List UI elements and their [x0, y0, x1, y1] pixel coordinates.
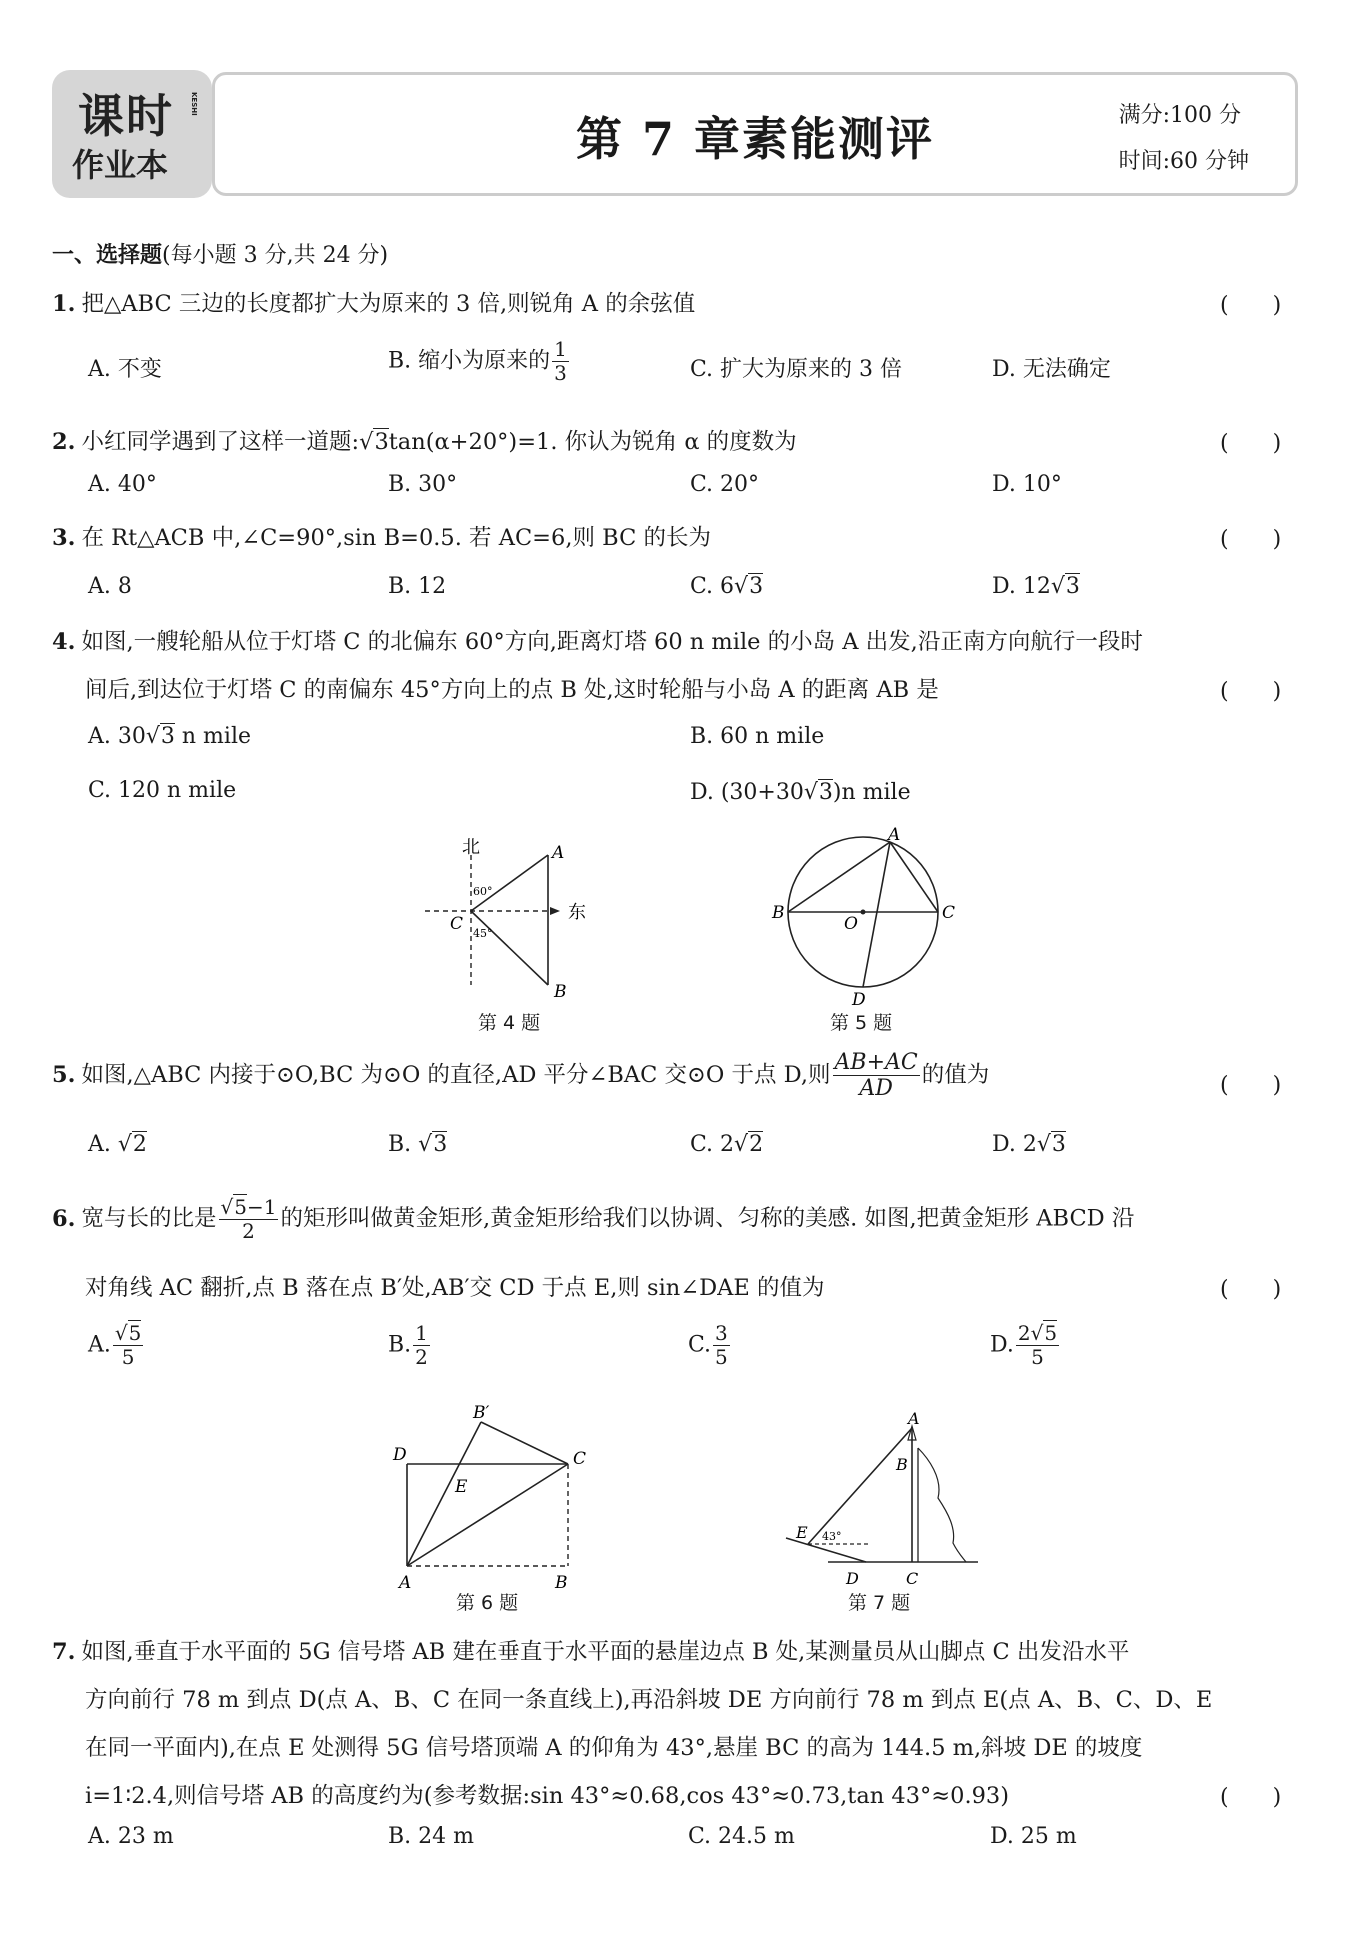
section-title [52, 238, 388, 269]
score-info [1119, 93, 1249, 185]
q3-option-b[interactable]: B. 12 [388, 574, 447, 599]
q3-c-rad: 3 [749, 574, 764, 599]
q1-option-a[interactable]: A. 不变 [88, 357, 162, 382]
fig5-label-d: D [852, 990, 866, 1010]
q5-c-text: C. 2 [690, 1132, 735, 1157]
q5-frac-den: AD [859, 1076, 893, 1102]
fig4-east-arrow [550, 907, 560, 915]
q6-text-post: 的矩形叫做黄金矩形,黄金矩形给我们以协调、匀称的美感. 如图,把黄金矩形 ABCD 沿 [280, 1205, 1135, 1232]
q5-number: 5. [52, 1061, 76, 1088]
question-6-line1 [52, 1196, 1134, 1243]
fig7-label-d: D [846, 1569, 859, 1588]
fig7-caption: 第 7 题 [848, 1592, 911, 1614]
q2-answer-blank[interactable]: ( ) [1220, 431, 1282, 456]
fig7-label-c: C [906, 1569, 919, 1588]
q5-text-pre: 如图,△ABC 内接于⊙O,BC 为⊙O 的直径,AD 平分∠BAC 交⊙O 于点 D,则 [81, 1061, 831, 1088]
q6-a-label: A. [88, 1332, 111, 1358]
title-box [212, 72, 1298, 196]
q3-text: 在 Rt△ACB 中,∠C=90°,sin B=0.5. 若 AC=6,则 BC 的长为 [81, 525, 711, 551]
fig5-line-ab [788, 842, 890, 912]
fig6-label-d: D [393, 1445, 407, 1465]
q5-d-rad: 3 [1051, 1132, 1066, 1157]
question-4-line1 [52, 624, 1143, 656]
q3-d-rad: 3 [1065, 574, 1080, 599]
q7-text-2: 方向前行 78 m 到点 D(点 A、B、C 在同一条直线上),再沿斜坡 DE 方向前行 78 m 到点 E(点 A、B、C、D、E [85, 1687, 1213, 1713]
q3-c-text: C. 6 [690, 574, 735, 599]
q1-option-b[interactable] [388, 338, 571, 385]
fig7-sightline-ea [808, 1428, 912, 1544]
fig5-label-c: C [942, 903, 956, 923]
fig4-east-label: 东 [568, 902, 586, 923]
fig4-angle-60: 60° [473, 885, 493, 898]
q6-a-rad: 5 [128, 1321, 142, 1345]
fig4-angle-45: 45° [473, 927, 493, 940]
q1-b-num: 1 [554, 337, 567, 361]
q2-option-c[interactable]: C. 20° [690, 472, 760, 497]
fig5-label-a: A [888, 825, 901, 845]
q4-d-unit: )n mile [832, 780, 911, 805]
q5-option-d[interactable]: D. 2√3 [992, 1132, 1066, 1157]
q7-text-3: 在同一平面内),在点 E 处测得 5G 信号塔顶端 A 的仰角为 43°,悬崖 BC 的高为 144.5 m,斜坡 DE 的坡度 [85, 1735, 1143, 1761]
q4-option-c[interactable]: C. 120 n mile [88, 778, 237, 803]
q6-a-num: √5 [114, 1321, 142, 1345]
q2-radicand: 3 [374, 429, 389, 455]
q6-option-b[interactable] [388, 1322, 432, 1369]
fig6-label-e: E [455, 1477, 468, 1497]
q6-d-rad: 5 [1044, 1321, 1058, 1345]
q5-b-text: B. [388, 1132, 419, 1157]
q6-c-den: 5 [715, 1345, 728, 1369]
q6-frac-rad: 5 [234, 1195, 247, 1219]
fig5-label-o: O [844, 914, 858, 934]
q5-a-text: A. [88, 1132, 118, 1157]
full-score: 满分:100 分 [1118, 103, 1241, 128]
logo-tiny: KESHI [190, 92, 198, 116]
figure-4 [410, 835, 610, 1025]
fig6-label-c: C [573, 1449, 587, 1469]
q7-option-b[interactable]: B. 24 m [388, 1824, 475, 1849]
fig4-line-ca [471, 855, 548, 911]
logo-line1: 课时 [78, 89, 174, 143]
q5-answer-blank[interactable]: ( ) [1220, 1073, 1282, 1098]
q6-c-label: C. [688, 1332, 712, 1358]
fig5-line-ac [890, 842, 938, 912]
q7-text-4: i=1∶2.4,则信号塔 AB 的高度约为(参考数据:sin 43°≈0.68,cos 43°≈0.73,tan 43°≈0.93) [85, 1783, 1010, 1809]
q4-text-1: 如图,一艘轮船从位于灯塔 C 的北偏东 60°方向,距离灯塔 60 n mile 的小岛 A 出发,沿正南方向航行一段时 [81, 629, 1143, 655]
q1-number: 1. [52, 291, 76, 317]
figure-5 [770, 825, 960, 1010]
q1-b-den: 3 [554, 361, 567, 385]
q1-option-b-text: B. 缩小为原来的 [388, 348, 551, 374]
q4-option-a[interactable]: A. 30√3 n mile [88, 724, 252, 749]
q6-text-2: 对角线 AC 翻折,点 B 落在点 B′处,AB′交 CD 于点 E,则 sin∠DAE 的值为 [85, 1275, 825, 1301]
q6-golden-fraction [219, 1196, 279, 1243]
q1-answer-blank[interactable]: ( ) [1220, 293, 1282, 318]
q4-answer-blank[interactable]: ( ) [1220, 679, 1282, 704]
q3-option-d[interactable]: D. 12√3 [992, 574, 1080, 599]
q5-fraction [833, 1050, 920, 1102]
q6-text-pre: 宽与长的比是 [81, 1205, 217, 1232]
q6-a-fraction [113, 1322, 143, 1369]
q4-number: 4. [52, 629, 76, 655]
q5-a-rad: 2 [132, 1132, 147, 1157]
exam-time: 时间:60 分钟 [1118, 149, 1249, 174]
q6-d-label: D. [990, 1332, 1014, 1358]
q4-a-unit: n mile [174, 724, 252, 749]
q4-a-text: A. 30 [88, 724, 146, 749]
q5-option-c[interactable]: C. 2√2 [690, 1132, 764, 1157]
fig7-label-e: E [796, 1523, 808, 1542]
figure-6 [395, 1400, 595, 1600]
q2-option-a[interactable]: A. 40° [88, 472, 157, 497]
fig4-caption: 第 4 题 [478, 1012, 541, 1034]
q3-d-text: D. 12 [992, 574, 1051, 599]
q6-answer-blank[interactable]: ( ) [1220, 1277, 1282, 1302]
fig6-diagonal-ac [407, 1464, 568, 1566]
page-title: 第 7 章素能测评 [575, 112, 935, 166]
fig7-angle-43: 43° [822, 1530, 842, 1543]
q1-option-b-fraction [552, 338, 569, 385]
fig5-label-b: B [772, 903, 785, 923]
logo-line2: 作业本 [72, 146, 169, 184]
q5-c-rad: 2 [749, 1132, 764, 1157]
q4-option-d[interactable]: D. (30+30√3)n mile [690, 780, 911, 805]
question-3 [52, 520, 711, 552]
q6-d-num: 2√5 [1017, 1321, 1058, 1345]
q6-d-den: 5 [1031, 1345, 1044, 1369]
q2-text-post: tan(α+20°)=1. 你认为锐角 α 的度数为 [388, 429, 797, 455]
q6-number: 6. [52, 1205, 76, 1232]
section-note: (每小题 3 分,共 24 分) [162, 243, 389, 268]
q3-answer-blank[interactable]: ( ) [1220, 527, 1282, 552]
q3-option-c[interactable]: C. 6√3 [690, 574, 764, 599]
q5-d-text: D. 2 [992, 1132, 1037, 1157]
fig6-line-ab-prime [407, 1422, 481, 1566]
fig4-north-label: 北 [462, 837, 480, 858]
q3-option-a[interactable]: A. 8 [88, 574, 132, 599]
q5-b-rad: 3 [433, 1132, 448, 1157]
section-name: 一、选择题 [52, 243, 163, 268]
q5-option-a[interactable]: A. √2 [88, 1132, 147, 1157]
fig6-line-b-prime-c [481, 1422, 568, 1464]
q4-option-b[interactable]: B. 60 n mile [690, 724, 825, 749]
q6-option-a[interactable] [88, 1322, 145, 1369]
q6-a-den: 5 [121, 1345, 135, 1369]
q7-answer-blank[interactable]: ( ) [1220, 1785, 1282, 1810]
q6-c-fraction [713, 1322, 730, 1369]
q6-d-coef: 2 [1017, 1321, 1031, 1345]
q6-b-num: 1 [415, 1321, 428, 1345]
q2-text-pre: 小红同学遇到了这样一道题: [81, 429, 360, 455]
q1-option-c[interactable]: C. 扩大为原来的 3 倍 [690, 357, 903, 382]
question-7-line1 [52, 1634, 1129, 1666]
q6-frac-minus: −1 [247, 1195, 277, 1219]
q6-option-c[interactable] [688, 1322, 732, 1369]
q7-option-d[interactable]: D. 25 m [990, 1824, 1077, 1849]
fig7-cliff-face [918, 1448, 966, 1562]
q5-text-post: 的值为 [921, 1061, 990, 1088]
figure-7 [778, 1409, 998, 1598]
q6-b-den: 2 [415, 1345, 428, 1369]
q3-number: 3. [52, 525, 76, 551]
question-2: 2. 小红同学遇到了这样一道题:√3tan(α+20°)=1. 你认为锐角 α 的度数为 [52, 429, 797, 455]
q4-d-rad: 3 [818, 780, 833, 805]
fig6-label-a: A [399, 1573, 412, 1593]
q2-option-d[interactable]: D. 10° [992, 472, 1062, 497]
header [52, 70, 1297, 198]
logo [52, 70, 212, 198]
fig6-caption: 第 6 题 [456, 1592, 519, 1614]
fig7-label-b: B [896, 1455, 908, 1474]
q4-d-text: D. (30+30 [690, 780, 804, 805]
q7-text-1: 如图,垂直于水平面的 5G 信号塔 AB 建在垂直于水平面的悬崖边点 B 处,某测量员从山脚点 C 出发沿水平 [81, 1639, 1130, 1665]
q7-option-a[interactable]: A. 23 m [88, 1824, 174, 1849]
fig4-label-b: B [554, 982, 567, 1002]
q6-d-fraction [1016, 1322, 1059, 1369]
q6-frac-den: 2 [242, 1219, 255, 1243]
fig4-label-c: C [450, 914, 464, 934]
fig5-line-ad [863, 842, 890, 987]
q5-frac-num: AB+AC [834, 1050, 918, 1075]
fig6-label-b: B [555, 1573, 568, 1593]
q6-frac-num: √5−1 [220, 1195, 277, 1219]
q4-text-2: 间后,到达位于灯塔 C 的南偏东 45°方向上的点 B 处,这时轮船与小岛 A 的距离 AB 是 [85, 677, 939, 703]
q7-option-c[interactable]: C. 24.5 m [688, 1824, 795, 1849]
q5-option-b[interactable]: B. √3 [388, 1132, 448, 1157]
q6-c-num: 3 [715, 1321, 728, 1345]
q2-number: 2. [52, 429, 76, 455]
question-5 [52, 1050, 989, 1102]
q6-b-label: B. [388, 1332, 412, 1358]
q6-option-d[interactable] [990, 1322, 1061, 1369]
fig4-line-cb [471, 911, 548, 985]
fig4-label-a: A [552, 843, 565, 863]
q2-option-b[interactable]: B. 30° [388, 472, 458, 497]
fig5-caption: 第 5 题 [830, 1012, 893, 1034]
fig6-label-b-prime: B′ [473, 1403, 490, 1423]
q6-b-fraction [413, 1322, 430, 1369]
question-1 [52, 286, 695, 318]
fig7-label-a: A [908, 1409, 920, 1428]
q1-text: 把△ABC 三边的长度都扩大为原来的 3 倍,则锐角 A 的余弦值 [81, 291, 696, 317]
q4-a-rad: 3 [160, 724, 175, 749]
q1-option-d[interactable]: D. 无法确定 [992, 357, 1111, 382]
fig5-center-point [861, 910, 866, 915]
q7-number: 7. [52, 1639, 76, 1665]
